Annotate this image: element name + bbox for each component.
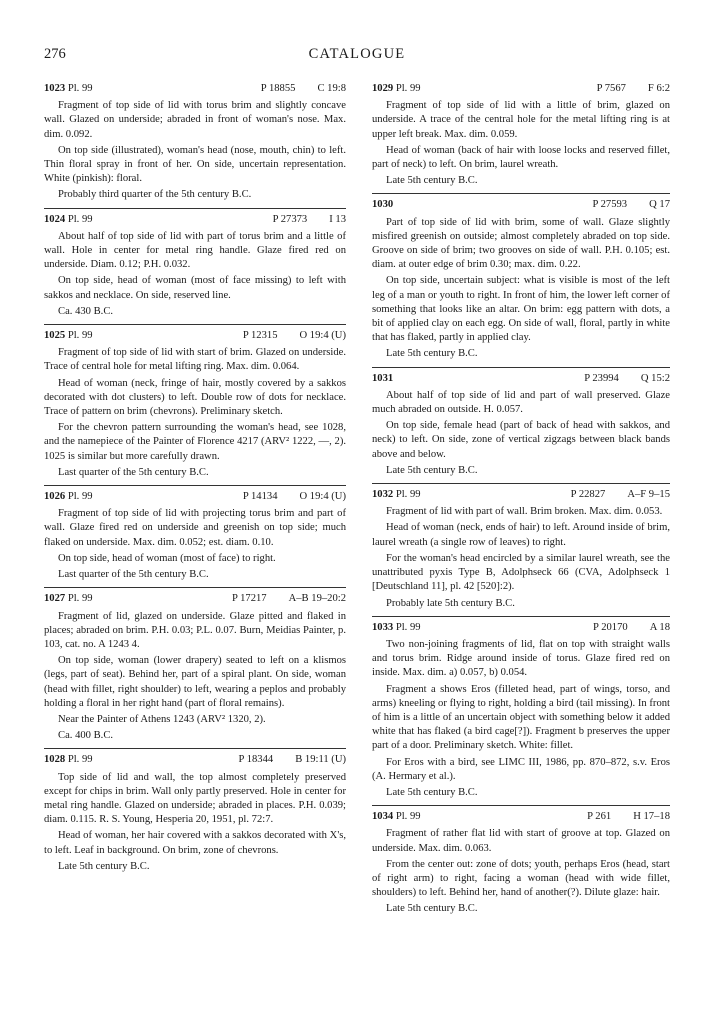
entry-paragraph: For the chevron pattern surrounding the woman's head, see 1028, and the namepiece of the Painter of Florence 4217 (ARV² 1222, —, 2). 1025 is similar but more carefully drawn. [44, 422, 346, 462]
entry-date: Late 5th century B.C. [386, 903, 478, 915]
entry-number: 1030 [372, 199, 394, 211]
catalogue-entry [372, 193, 670, 361]
entry-refs [592, 198, 670, 212]
entry-header [44, 592, 346, 606]
entry-paragraph: Part of top side of lid with brim, some of wall. Glaze slightly misfired greenish on outside; almost completely abraded on top side. Groove on side of brim; two grooves on side of wall. P.H. 0.105; est. diam. at outer edge of brim 0.30; max. dim. 0.22. [372, 216, 670, 271]
entry-date: Late 5th century B.C. [58, 860, 150, 872]
catalogue-entry [372, 82, 670, 188]
catalogue-entry [372, 483, 670, 611]
entry-paragraph: On top side, woman (lower drapery) seated to left on a klismos (legs, part of seat). Behind her, part of a spiral plant. On side, woman (head with fillet, right shoulder) to left, wearing a peplos and probably holding a floral in her right hand (part of floral remains). [44, 655, 346, 709]
entry-number: 1033 [372, 621, 394, 633]
entry-paragraph: On top side, uncertain subject: what is visible is most of the left leg of a man or youth to right. In front of him, the lower left corner of something that looks like an altar. On brim: egg pattern with dots, a bit of applied clay on each egg. On side of wall, floral, partly in white that has flaked, partly in applied clay. [372, 275, 670, 344]
entry-paragraph: Fragment of top side of lid with projecting torus brim and part of wall. Glaze fired red on underside and greenish on top side; much flaked on underside. Max. dim. 0.052; est. diam. 0.10. [44, 508, 346, 548]
entry-refs [593, 621, 670, 635]
entry-date: Probably late 5th century B.C. [386, 597, 515, 609]
entry-paragraph: Head of woman (neck, fringe of hair, mostly covered by a sakkos decorated with dot clusters) to left. Double row of dots for necklace. Trace of pattern on brim (chevrons). Preliminary sketch. [44, 377, 346, 418]
entry-number: 1023 [44, 83, 66, 94]
entry-date: Late 5th century B.C. [386, 348, 478, 360]
entry-id [44, 213, 93, 227]
plate-ref: Pl. 99 [395, 83, 421, 94]
entry-id [372, 372, 393, 386]
page-number: 276 [44, 46, 66, 62]
entry-header [372, 621, 670, 635]
entry-header [44, 753, 346, 767]
inventory-number: P 12315 [242, 330, 278, 342]
entry-number: 1032 [372, 489, 394, 501]
running-title: CATALOGUE [308, 46, 406, 62]
entry-header [372, 372, 670, 386]
grid-location: C 19:8 [317, 83, 346, 94]
entry-paragraph: On top side (illustrated), woman's head (nose, mouth, chin) to left. Thin floral spray in front of her. On side, uncertain representation. White (pinkish): floral. [44, 144, 346, 185]
grid-location: O 19:4 (U) [299, 491, 346, 503]
grid-location: A–F 9–15 [627, 489, 670, 501]
entry-date: Late 5th century B.C. [386, 175, 478, 187]
entry-paragraph: Head of woman (neck, ends of hair) to left. Around inside of brim, laurel wreath (a single row of leaves) to right. [372, 522, 670, 548]
grid-location: B 19:11 (U) [295, 754, 346, 766]
inventory-number: P 27593 [592, 199, 628, 211]
catalogue-entry [44, 485, 346, 582]
entry-paragraph: Fragment of lid with part of wall. Brim broken. Max. dim. 0.053. [386, 506, 663, 518]
entry-paragraph: Fragment of top side of lid with start of brim. Glazed on underside. Trace of central hole for metal lifting ring. Max. dim. 0.064. [44, 347, 346, 373]
entry-id [372, 621, 421, 635]
grid-location: Q 17 [649, 199, 670, 211]
entry-number: 1025 [44, 330, 66, 342]
grid-location: H 17–18 [633, 811, 670, 823]
entry-header [44, 490, 346, 504]
inventory-number: P 261 [587, 811, 612, 823]
entry-header [44, 82, 346, 96]
entry-id [44, 329, 93, 343]
inventory-number: P 14134 [242, 491, 278, 503]
entry-header [44, 329, 346, 343]
entry-header [372, 488, 670, 502]
entry-paragraph: Head of woman (back of hair with loose locks and reserved fillet, part of neck) to left. On brim, laurel wreath. [372, 144, 670, 171]
entry-number: 1029 [372, 83, 394, 94]
entry-date: Last quarter of the 5th century B.C. [58, 569, 209, 581]
inventory-number: P 17217 [231, 593, 267, 605]
plate-ref: Pl. 99 [395, 621, 421, 633]
inventory-number: P 7567 [596, 83, 626, 94]
entry-paragraph: About half of top side of lid and part of wall preserved. Glaze much abraded on outside. H. 0.057. [372, 389, 670, 416]
entry-header [372, 82, 670, 96]
entry-paragraph: About half of top side of lid with part of torus brim and a little of wall. Hole in center for metal ring handle. Glaze fired red on underside. Diam. 0.12; P.H. 0.032. [44, 230, 346, 271]
grid-location: A 18 [649, 621, 670, 633]
entry-paragraph: From the center out: zone of dots; youth, perhaps Eros (head, start of right arm) to right, facing a woman (head with wide fillet, shoulders) to left. Behind her, hand of another(?). Dilute glaze: hair. [372, 858, 670, 899]
entry-paragraph: Fragment of lid, glazed on underside. Glaze pitted and flaked in places; abraded on brim. P.H. 0.03; P.L. 0.07. Burn, Meidias Painter, p. 103, cat. no. A 1243 4. [44, 610, 346, 650]
plate-ref: Pl. 99 [67, 213, 93, 225]
catalogue-entry [372, 616, 670, 800]
entry-id [44, 753, 93, 767]
inventory-number: P 27373 [272, 213, 308, 225]
entry-number: 1024 [44, 213, 66, 225]
grid-location: F 6:2 [647, 83, 670, 94]
entry-date: Late 5th century B.C. [386, 786, 478, 798]
entry-paragraph: Top side of lid and wall, the top almost completely preserved except for chips in brim. Wall only partly preserved. Hole in center for metal ring handle. Glazed on underside; abraded in places. P.H. 0.039; diam. 0.115. R. S. Young, Hesperia 20, 1951, pl. 72:7. [44, 771, 346, 826]
entry-paragraph: On top side, head of woman (most of face missing) to left with sakkos and necklace. On side, reserved line. [44, 275, 346, 301]
entry-date: Probably third quarter of the 5th century B.C. [58, 189, 252, 201]
entry-header [44, 213, 346, 227]
plate-ref: Pl. 99 [67, 330, 93, 342]
plate-ref: Pl. 99 [395, 811, 421, 823]
entry-refs [584, 372, 670, 386]
plate-ref: Pl. 99 [67, 83, 93, 94]
plate-ref: Pl. 99 [67, 754, 93, 766]
right-column [372, 82, 670, 922]
entry-paragraph: Near the Painter of Athens 1243 (ARV² 1320, 2). [58, 713, 266, 725]
entry-id [44, 82, 93, 96]
entry-header [372, 810, 670, 824]
entry-number: 1028 [44, 754, 66, 766]
plate-ref: Pl. 99 [67, 491, 93, 503]
inventory-number: P 22827 [570, 489, 606, 501]
entry-paragraph: On top side, female head (part of back of head with sakkos, and neck) to left. On side, zone of vertical zigzags between black bands above and below. [372, 420, 670, 460]
catalogue-entry [44, 748, 346, 874]
page-header [44, 46, 670, 68]
catalogue-entry [44, 208, 346, 319]
grid-location: I 13 [329, 213, 346, 225]
inventory-number: P 23994 [584, 372, 619, 384]
grid-location: O 19:4 (U) [299, 330, 346, 342]
entry-header [372, 198, 670, 212]
left-column [44, 82, 346, 879]
entry-paragraph: Two non-joining fragments of lid, flat on top with straight walls and torus brim. Ridge around inside of torus. Glaze fired red on inside. Max. dim. a) 0.057, b) 0.054. [372, 638, 670, 679]
grid-location: Q 15:2 [640, 372, 670, 384]
entry-id [372, 488, 421, 502]
grid-location: A–B 19–20:2 [288, 593, 346, 605]
entry-paragraph: For Eros with a bird, see LIMC III, 1986, pp. 870–872, s.v. Eros (A. Hermary et al.). [372, 756, 670, 782]
catalogue-entry [372, 805, 670, 916]
entry-refs [571, 488, 670, 502]
entry-refs [587, 810, 670, 824]
entry-refs [273, 213, 346, 227]
entry-number: 1026 [44, 491, 66, 503]
entry-date: Ca. 400 B.C. [58, 730, 114, 742]
catalogue-entry [372, 367, 670, 478]
entry-refs [239, 753, 346, 767]
entry-paragraph: On top side, head of woman (most of face) to right. [58, 552, 276, 564]
entry-paragraph: Head of woman, her hair covered with a sakkos decorated with X's, to left. Leaf in background. On brim, zone of chevrons. [44, 830, 346, 856]
catalogue-entry [44, 587, 346, 743]
entry-paragraph: For the woman's head encircled by a similar laurel wreath, see the unattributed pyxis Type B, Adolphseck 66 (CVA, Adolphseck 1 [Deutschland 11], pl. 42 [520]:2). [372, 552, 670, 593]
entry-refs [597, 82, 670, 96]
entry-refs [232, 592, 346, 606]
entry-number: 1027 [44, 593, 66, 605]
entry-id [372, 198, 393, 212]
plate-ref: Pl. 99 [67, 593, 93, 605]
inventory-number: P 18855 [260, 83, 296, 94]
entry-id [44, 490, 93, 504]
catalogue-entry [44, 82, 346, 203]
plate-ref: Pl. 99 [395, 489, 421, 501]
catalogue-entry [44, 324, 346, 480]
entry-number: 1034 [372, 811, 394, 823]
entry-date: Ca. 430 B.C. [58, 305, 114, 317]
entry-id [44, 592, 93, 606]
entry-paragraph: Fragment a shows Eros (filleted head, part of wings, torso, and arms) kneeling or flying to right, holding a bird (tail missing). In front of him is a little of an uncertain object with something below it added white that has flaked (a bird cage[?]). Fragment b preserves the upper part of a door. Preliminary sketch. White: fillet. [372, 683, 670, 752]
entry-date: Last quarter of the 5th century B.C. [58, 466, 209, 478]
entry-refs [243, 329, 346, 343]
inventory-number: P 18344 [238, 754, 274, 766]
entry-paragraph: Fragment of top side of lid with torus brim and slightly concave wall. Glazed on underside; abraded in front of woman's nose. Max. dim. 0.092. [44, 100, 346, 140]
entry-date: Late 5th century B.C. [386, 464, 478, 476]
entry-refs [261, 82, 346, 96]
entry-paragraph: Fragment of rather flat lid with start of groove at top. Glazed on underside. Max. dim. 0.063. [372, 828, 670, 854]
entry-paragraph: Fragment of top side of lid with a little of brim, glazed on underside. A trace of the central hole for the metal lifting ring is at upper left break. Max. dim. 0.059. [372, 100, 670, 140]
entry-id [372, 82, 421, 96]
inventory-number: P 20170 [593, 621, 628, 633]
entry-refs [243, 490, 346, 504]
entry-number: 1031 [372, 372, 394, 384]
entry-id [372, 810, 421, 824]
